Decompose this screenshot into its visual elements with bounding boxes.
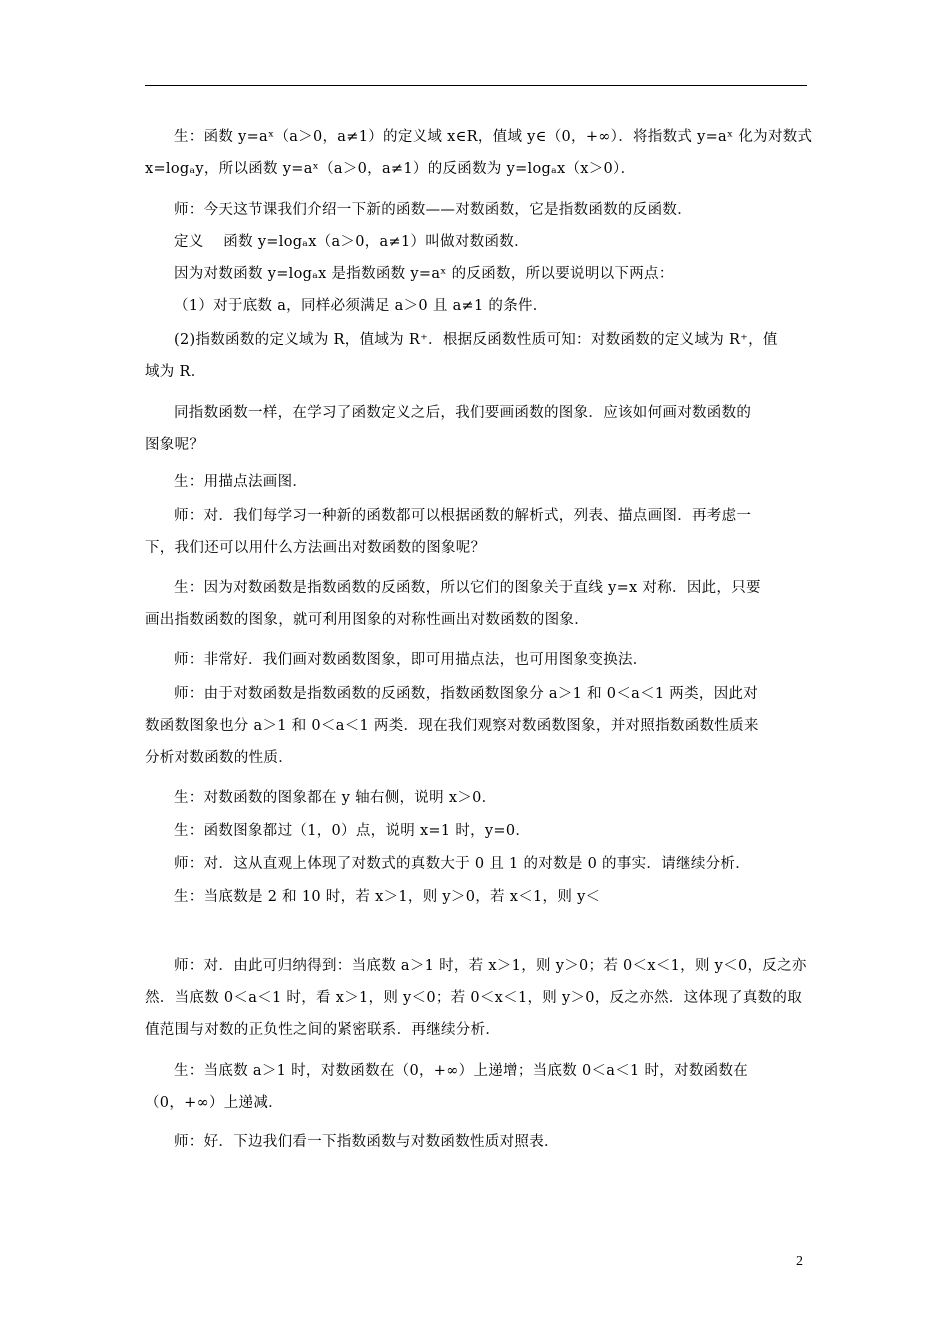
text-line: 图象呢？: [145, 437, 205, 453]
text-line: 然．当底数 0＜a＜1 时，看 x＞1，则 y＜0；若 0＜x＜1，则 y＞0，反之亦然．这体现了真数的取: [145, 990, 803, 1006]
paragraph-7: [145, 397, 807, 461]
paragraph-14: 生：函数图象都过（1，0）点，说明 x=1 时，y=0．: [174, 823, 531, 839]
text-line: (2)指数函数的定义域为 R，值域为 R⁺．根据反函数性质可知：对数函数的定义域为 R⁺，值: [174, 332, 778, 348]
paragraph-8: 生：用描点法画图．: [174, 474, 308, 490]
paragraph-3: 定义 函数 y=logₐx（a＞0，a≠1）叫做对数函数．: [174, 234, 529, 250]
paragraph-5: （1）对于底数 a，同样必须满足 a＞0 且 a≠1 的条件．: [174, 298, 548, 314]
text-line: 画出指数函数的图象，就可利用图象的对称性画出对数函数的图象．: [145, 612, 589, 628]
text-line: 生：当底数 a＞1 时，对数函数在（0，+∞）上递增；当底数 0＜a＜1 时，对数函数在: [174, 1063, 749, 1079]
paragraph-13: 生：对数函数的图象都在 y 轴右侧，说明 x＞0．: [174, 790, 497, 806]
text-line: 生：因为对数函数是指数函数的反函数，所以它们的图象关于直线 y=x 对称．因此，只要: [174, 580, 761, 596]
paragraph-19: 师：好．下边我们看一下指数函数与对数函数性质对照表．: [174, 1134, 559, 1150]
text-line: 值范围与对数的正负性之间的紧密联系．再继续分析．: [145, 1022, 501, 1038]
text-line: 分析对数函数的性质．: [145, 750, 293, 766]
paragraph-1: [145, 121, 813, 185]
paragraph-9: [145, 500, 807, 564]
page-number: 2: [796, 1254, 803, 1269]
text-line: 下，我们还可以用什么方法画出对数函数的图象呢？: [145, 540, 486, 556]
text-line: 生：函数 y=aˣ（a＞0，a≠1）的定义域 x∈R，值域 y∈（0，+∞）．将指数式 y=aˣ 化为对数式: [174, 129, 813, 145]
paragraph-4: 因为对数函数 y=logₐx 是指数函数 y=aˣ 的反函数，所以要说明以下两点：: [174, 266, 674, 282]
paragraph-6: [145, 324, 807, 388]
text-line: 同指数函数一样，在学习了函数定义之后，我们要画函数的图象．应该如何画对数函数的: [174, 405, 752, 421]
paragraph-11: 师：非常好．我们画对数函数图象，即可用描点法，也可用图象变换法．: [174, 652, 648, 668]
text-line: 师：由于对数函数是指数函数的反函数，指数函数图象分 a＞1 和 0＜a＜1 两类，因此对: [174, 686, 759, 702]
text-line: 师：对．由此可归纳得到：当底数 a＞1 时，若 x＞1，则 y＞0；若 0＜x＜1，则 y＜0，反之亦: [174, 958, 807, 974]
header-rule: [145, 85, 807, 86]
paragraph-18: [145, 1055, 807, 1119]
text-line: 域为 R．: [145, 364, 206, 380]
text-line: （0，+∞）上递减．: [145, 1095, 283, 1111]
paragraph-10: [145, 572, 807, 636]
paragraph-2: 师：今天这节课我们介绍一下新的函数——对数函数，它是指数函数的反函数．: [174, 202, 692, 218]
paragraph-15: 师：对．这从直观上体现了对数式的真数大于 0 且 1 的对数是 0 的事实．请继续分析．: [174, 856, 751, 872]
text-line: x=logₐy，所以函数 y=aˣ（a＞0，a≠1）的反函数为 y=logₐx（x＞0）．: [145, 161, 636, 177]
text-line: 数函数图象也分 a＞1 和 0＜a＜1 两类．现在我们观察对数函数图象，并对照指数函数性质来: [145, 718, 759, 734]
paragraph-12: [145, 678, 807, 774]
paragraph-16: 生：当底数是 2 和 10 时，若 x＞1，则 y＞0，若 x＜1，则 y＜: [174, 889, 601, 905]
text-line: 师：对．我们每学习一种新的函数都可以根据函数的解析式，列表、描点画图．再考虑一: [174, 508, 752, 524]
paragraph-17: [145, 950, 807, 1046]
